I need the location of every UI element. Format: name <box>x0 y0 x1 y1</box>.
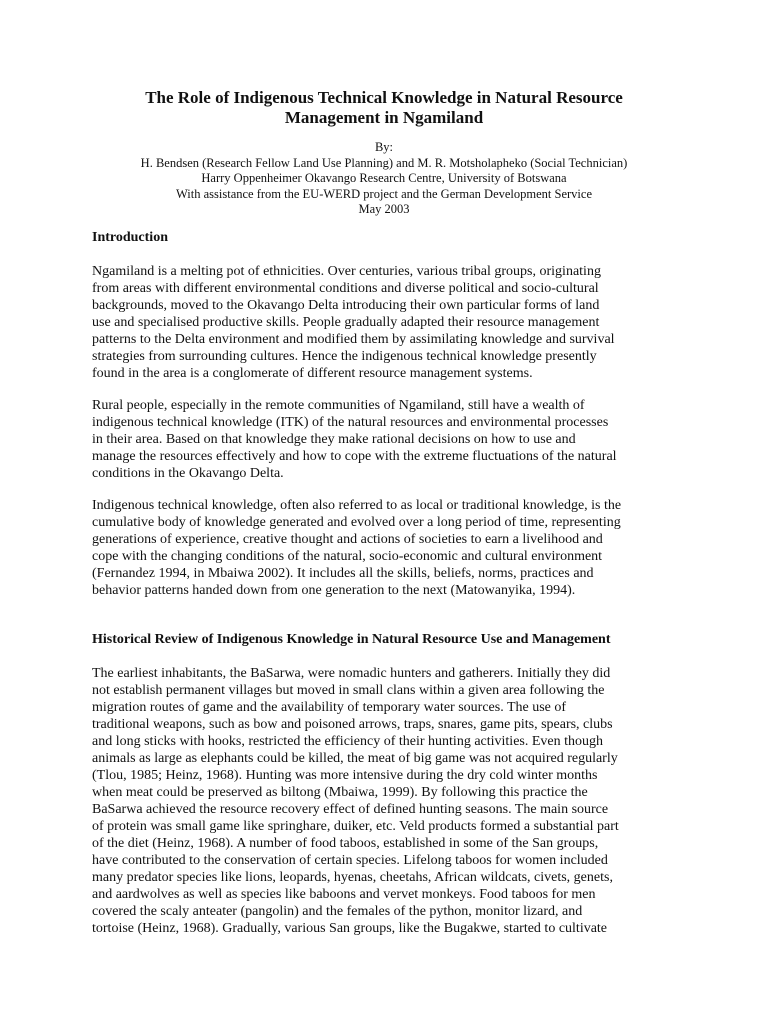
paragraph-line: cumulative body of knowledge generated and evolved over a long period of time, representing <box>92 515 621 530</box>
document-title <box>80 88 688 128</box>
paragraph-line: of protein was small game like springhare, duiker, etc. Veld products formed a substantial part <box>92 819 619 834</box>
paragraph-line: behavior patterns handed down from one generation to the next (Matowanyika, 1994). <box>92 583 576 598</box>
paragraph-line: strategies from surrounding cultures. Hence the indigenous technical knowledge presently <box>92 349 597 364</box>
paragraph-line: indigenous technical knowledge (ITK) of the natural resources and environmental processes <box>92 415 609 430</box>
paragraph-line: and aardwolves as well as species like baboons and vervet monkeys. Food taboos for men <box>92 887 596 902</box>
paragraph-line: The earliest inhabitants, the BaSarwa, were nomadic hunters and gatherers. Initially they did <box>92 666 611 681</box>
byline-assistance: With assistance from the EU-WERD project and the German Development Service <box>175 186 593 201</box>
paragraph-line: of the diet (Heinz, 1968). A number of food taboos, established in some of the San groups, <box>92 836 599 851</box>
paragraph-line: conditions in the Okavango Delta. <box>92 466 284 481</box>
paragraph-line: Indigenous technical knowledge, often also referred to as local or traditional knowledge, is the <box>92 498 622 513</box>
paragraph-line: Ngamiland is a melting pot of ethnicities. Over centuries, various tribal groups, originating <box>92 264 601 279</box>
section-heading-introduction: Introduction <box>92 230 168 245</box>
paragraph-line: tortoise (Heinz, 1968). Gradually, various San groups, like the Bugakwe, started to cultivate <box>92 921 608 936</box>
paragraph-line: cope with the changing conditions of the natural, socio-economic and cultural environment <box>92 549 603 564</box>
paragraph-line: generations of experience, creative thought and actions of societies to earn a livelihood and <box>92 532 603 547</box>
paragraph-intro-3 <box>92 497 682 599</box>
paragraph-intro-1 <box>92 263 682 382</box>
title-line-1: The Role of Indigenous Technical Knowledge in Natural Resource <box>145 88 623 107</box>
paragraph-line: BaSarwa achieved the resource recovery effect of defined hunting seasons. The main source <box>92 802 609 817</box>
byline-date: May 2003 <box>358 202 410 216</box>
paragraph-line: manage the resources effectively and how to cope with the extreme fluctuations of the natural <box>92 449 617 464</box>
paragraph-line: patterns to the Delta environment and modified them by assimilating knowledge and survival <box>92 332 615 347</box>
paragraph-line: from areas with different environmental conditions and diverse political and socio-cultural <box>92 281 599 296</box>
paragraph-line: animals as large as elephants could be killed, the meat of big game was not acquired regularly <box>92 751 618 766</box>
paragraph-line: and long sticks with hooks, restricted the efficiency of their hunting activities. Even though <box>92 734 604 749</box>
paragraph-line: not establish permanent villages but moved in small clans within a given area following the <box>92 683 605 698</box>
paragraph-line: covered the scaly anteater (pangolin) and the females of the python, monitor lizard, and <box>92 904 583 919</box>
paragraph-line: in their area. Based on that knowledge they make rational decisions on how to use and <box>92 432 576 447</box>
paragraph-line: when meat could be preserved as biltong (Mbaiwa, 1999). By following this practice the <box>92 785 588 800</box>
paragraph-line: migration routes of game and the availability of temporary water sources. The use of <box>92 700 567 715</box>
paragraph-line: (Tlou, 1985; Heinz, 1968). Hunting was more intensive during the dry cold winter months <box>92 768 598 783</box>
paragraph-line: have contributed to the conservation of certain species. Lifelong taboos for women included <box>92 853 608 868</box>
paragraph-line: found in the area is a conglomerate of different resource management systems. <box>92 366 533 381</box>
paragraph-line: Rural people, especially in the remote communities of Ngamiland, still have a wealth of <box>92 398 585 413</box>
paragraph-intro-2 <box>92 397 682 482</box>
paragraph-line: use and specialised productive skills. People gradually adapted their resource management <box>92 315 600 330</box>
paragraph-line: backgrounds, moved to the Okavango Delta introducing their own particular forms of land <box>92 298 600 313</box>
paragraph-line: traditional weapons, such as bow and poisoned arrows, traps, snares, game pits, spears, clubs <box>92 717 613 732</box>
paragraph-line: many predator species like lions, leopards, hyenas, cheetahs, African wildcats, civets, genets, <box>92 870 613 885</box>
paragraph-line: (Fernandez 1994, in Mbaiwa 2002). It includes all the skills, beliefs, norms, practices and <box>92 566 594 581</box>
paragraph-history-1 <box>92 665 682 937</box>
byline-by: By: <box>374 140 394 154</box>
section-heading-historical-review: Historical Review of Indigenous Knowledge in Natural Resource Use and Management <box>92 632 611 647</box>
title-line-2: Management in Ngamiland <box>284 108 484 127</box>
byline-institution: Harry Oppenheimer Okavango Research Centre, University of Botswana <box>201 171 567 185</box>
byline-authors: H. Bendsen (Research Fellow Land Use Planning) and M. R. Motsholapheko (Social Technician) <box>140 155 628 170</box>
byline <box>60 140 708 218</box>
